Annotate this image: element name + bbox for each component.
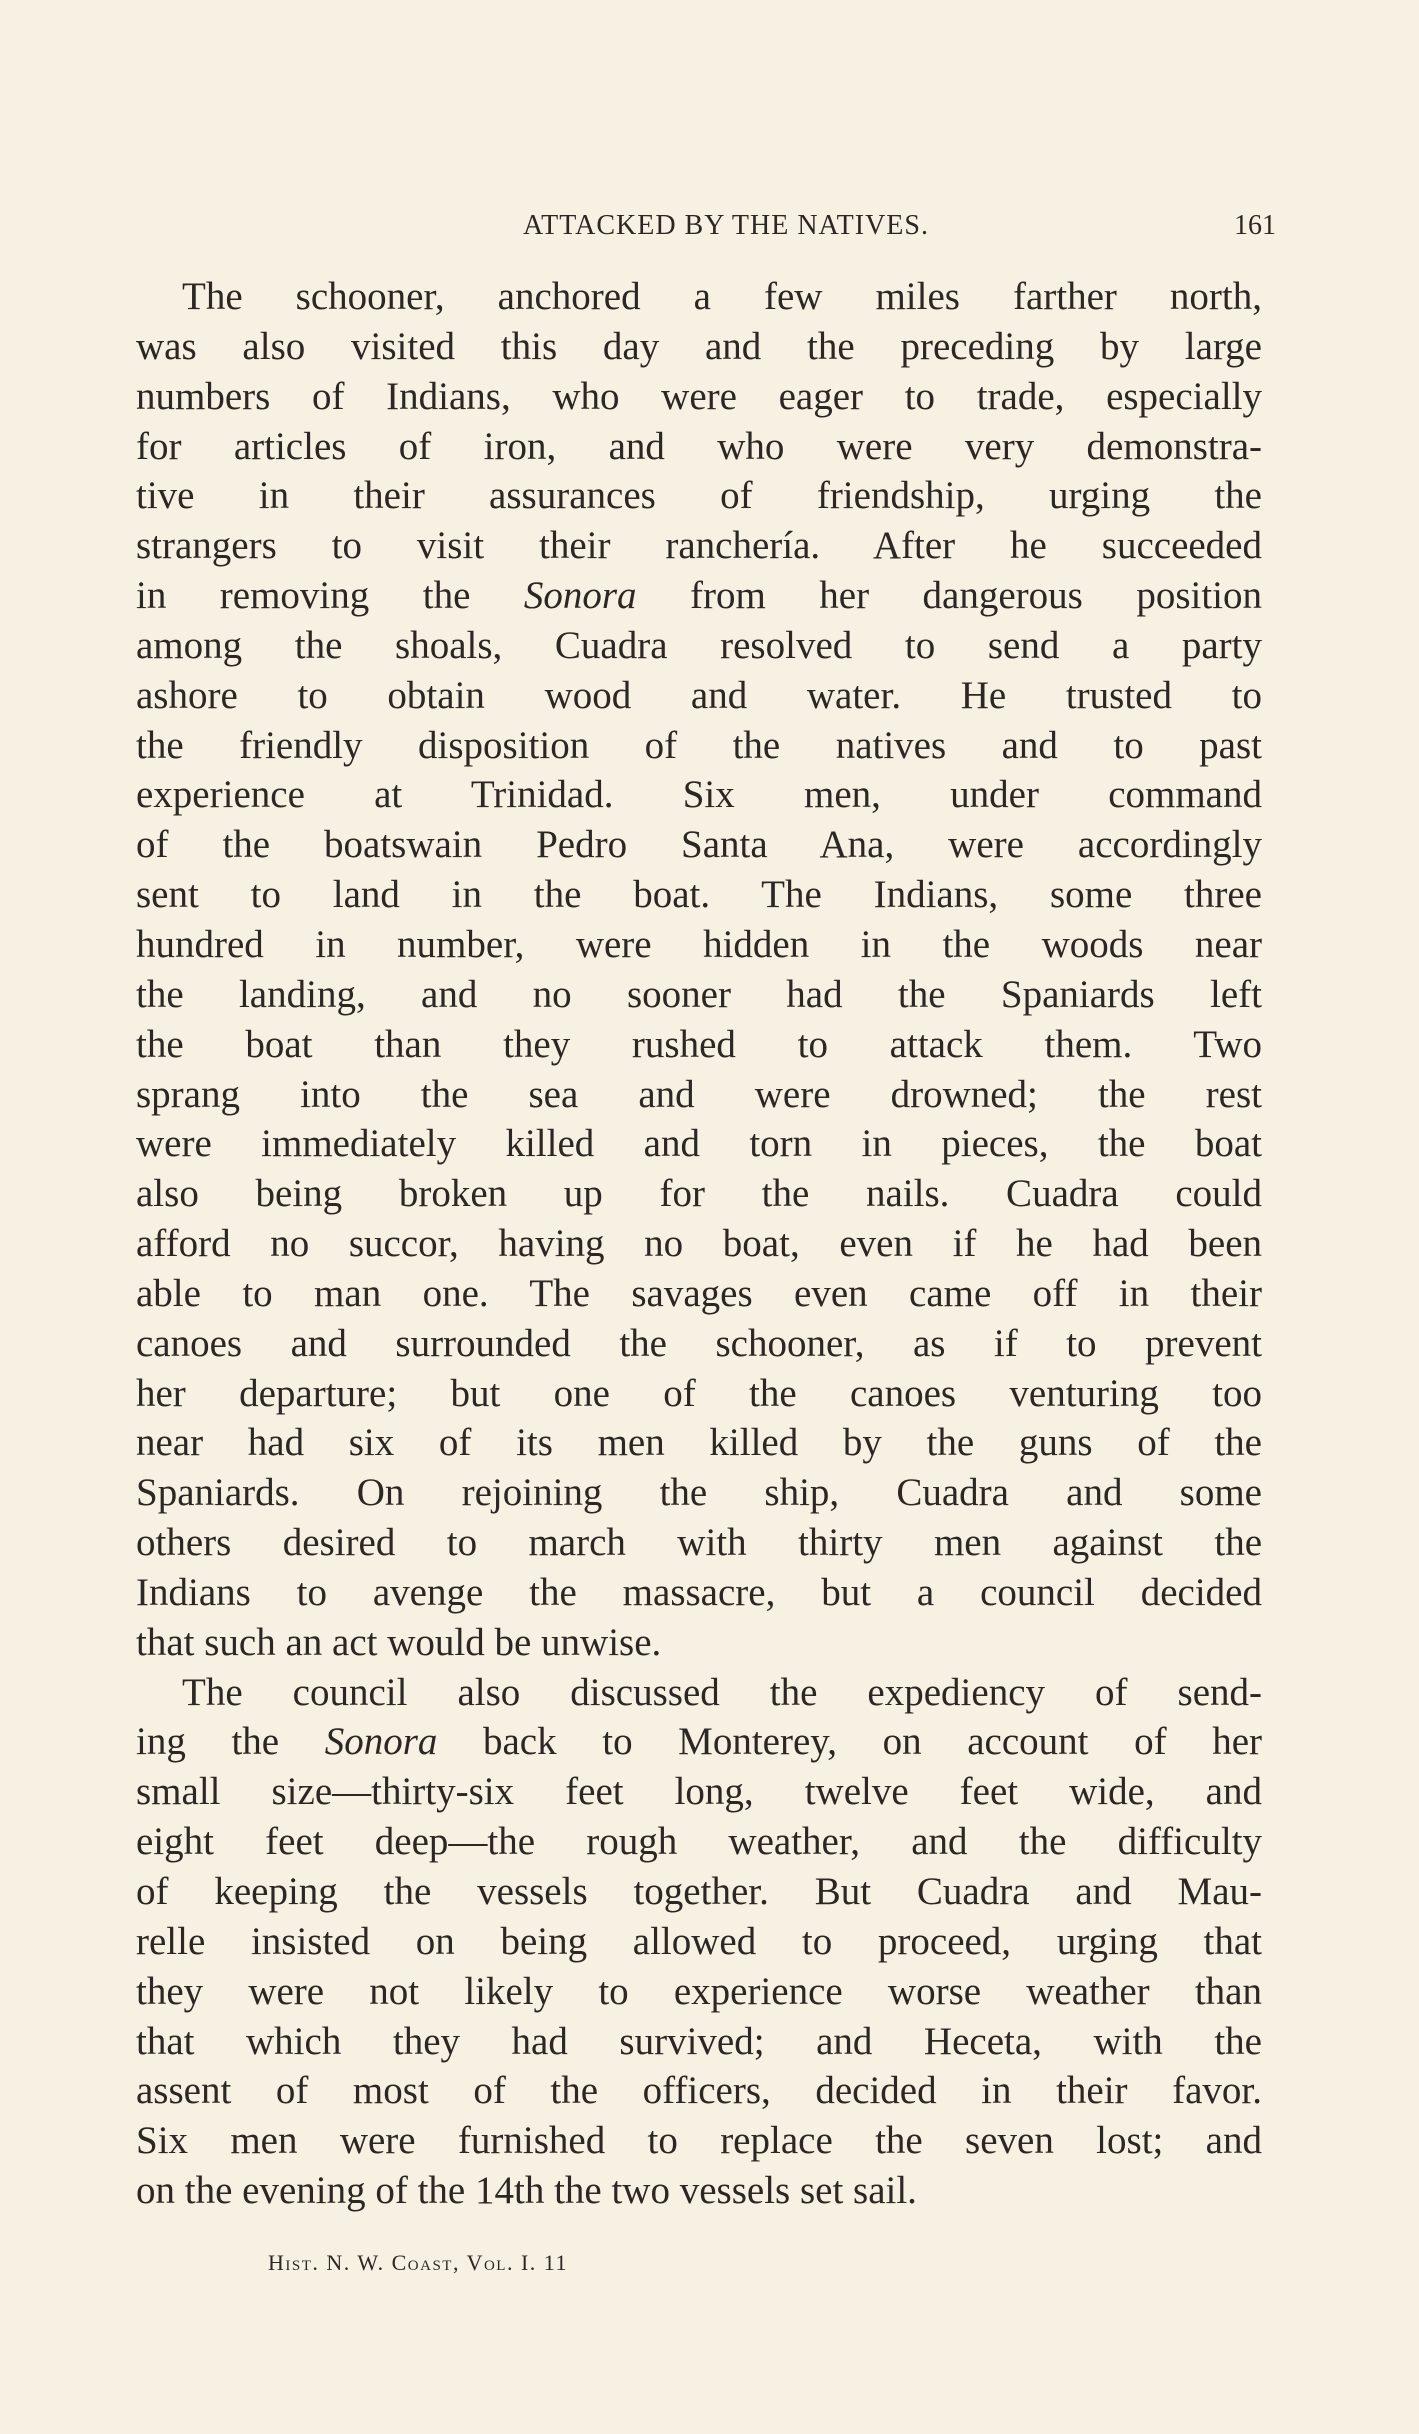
text-line: they were not likely to experience worse weather than	[136, 1969, 1262, 2013]
text-line: Indians to avenge the massacre, but a council decided	[136, 1570, 1262, 1614]
text-line: was also visited this day and the preceding by large	[136, 324, 1262, 368]
body-text	[136, 272, 1262, 2216]
text-line: able to man one. The savages even came off in their	[136, 1271, 1262, 1315]
text-segment: in removing the	[136, 574, 524, 618]
running-title: ATTACKED BY THE NATIVES.	[523, 210, 929, 241]
text-line: strangers to visit their ranchería. After he succeeded	[136, 524, 1262, 568]
ship-name-italic: Sonora	[523, 574, 637, 618]
text-line: Spaniards. On rejoining the ship, Cuadra and some	[136, 1471, 1262, 1515]
text-line: her departure; but one of the canoes venturing too	[136, 1371, 1262, 1415]
text-line: The schooner, anchored a few miles farther north,	[182, 275, 1262, 318]
text-line	[136, 571, 1262, 621]
text-line: near had six of its men killed by the guns of the	[136, 1421, 1262, 1465]
text-line: on the evening of the 14th the two vessels set sail.	[136, 2169, 917, 2213]
text-line: of keeping the vessels together. But Cuadra and Mau-	[136, 1870, 1262, 1913]
text-line: that such an act would be unwise.	[136, 1620, 662, 1664]
page-number: 161	[1234, 210, 1276, 241]
text-segment: ing the	[136, 1720, 325, 1764]
text-line: among the shoals, Cuadra resolved to send a party	[136, 623, 1262, 667]
text-line: of the boatswain Pedro Santa Ana, were accordingly	[136, 823, 1262, 867]
text-line: eight feet deep—the rough weather, and the difficulty	[136, 1820, 1262, 1864]
text-line: small size—thirty-six feet long, twelve feet wide, and	[136, 1770, 1262, 1814]
ship-name-italic: Sonora	[324, 1720, 438, 1764]
text-line: assent of most of the officers, decided in their favor.	[136, 2069, 1262, 2113]
text-line: numbers of Indians, who were eager to trade, especially	[136, 374, 1262, 418]
text-line: others desired to march with thirty men against the	[136, 1521, 1262, 1565]
signature-mark: Hist. N. W. Coast, Vol. I. 11	[268, 2250, 568, 2275]
text-line: were immediately killed and torn in pieces, the boat	[136, 1122, 1262, 1166]
text-line: Six men were furnished to replace the seven lost; and	[136, 2119, 1262, 2163]
text-segment: from her dangerous position	[636, 574, 1262, 618]
text-line: also being broken up for the nails. Cuadra could	[136, 1172, 1262, 1216]
text-line: relle insisted on being allowed to proceed, urging that	[136, 1919, 1262, 1963]
text-line: sprang into the sea and were drowned; the rest	[136, 1072, 1262, 1116]
text-line: hundred in number, were hidden in the woods near	[136, 922, 1262, 966]
text-line: canoes and surrounded the schooner, as if to prevent	[136, 1321, 1262, 1365]
text-line: the friendly disposition of the natives and to past	[136, 723, 1262, 767]
text-line: for articles of iron, and who were very demonstra-	[136, 424, 1262, 468]
text-line: ashore to obtain wood and water. He trusted to	[136, 673, 1262, 717]
text-line	[136, 1717, 1262, 1767]
text-line: afford no succor, having no boat, even if he had been	[136, 1222, 1262, 1266]
text-line: The council also discussed the expediency of send-	[182, 1670, 1262, 1714]
text-line: that which they had survived; and Heceta, with the	[136, 2019, 1262, 2063]
text-segment: back to Monterey, on account of her	[437, 1720, 1262, 1764]
text-line: the boat than they rushed to attack them. Two	[136, 1022, 1262, 1066]
text-line: sent to land in the boat. The Indians, some three	[136, 873, 1262, 917]
text-line: the landing, and no sooner had the Spaniards left	[136, 972, 1262, 1016]
text-line: experience at Trinidad. Six men, under command	[136, 773, 1262, 817]
text-line: tive in their assurances of friendship, urging the	[136, 474, 1262, 518]
running-head	[136, 206, 1276, 246]
